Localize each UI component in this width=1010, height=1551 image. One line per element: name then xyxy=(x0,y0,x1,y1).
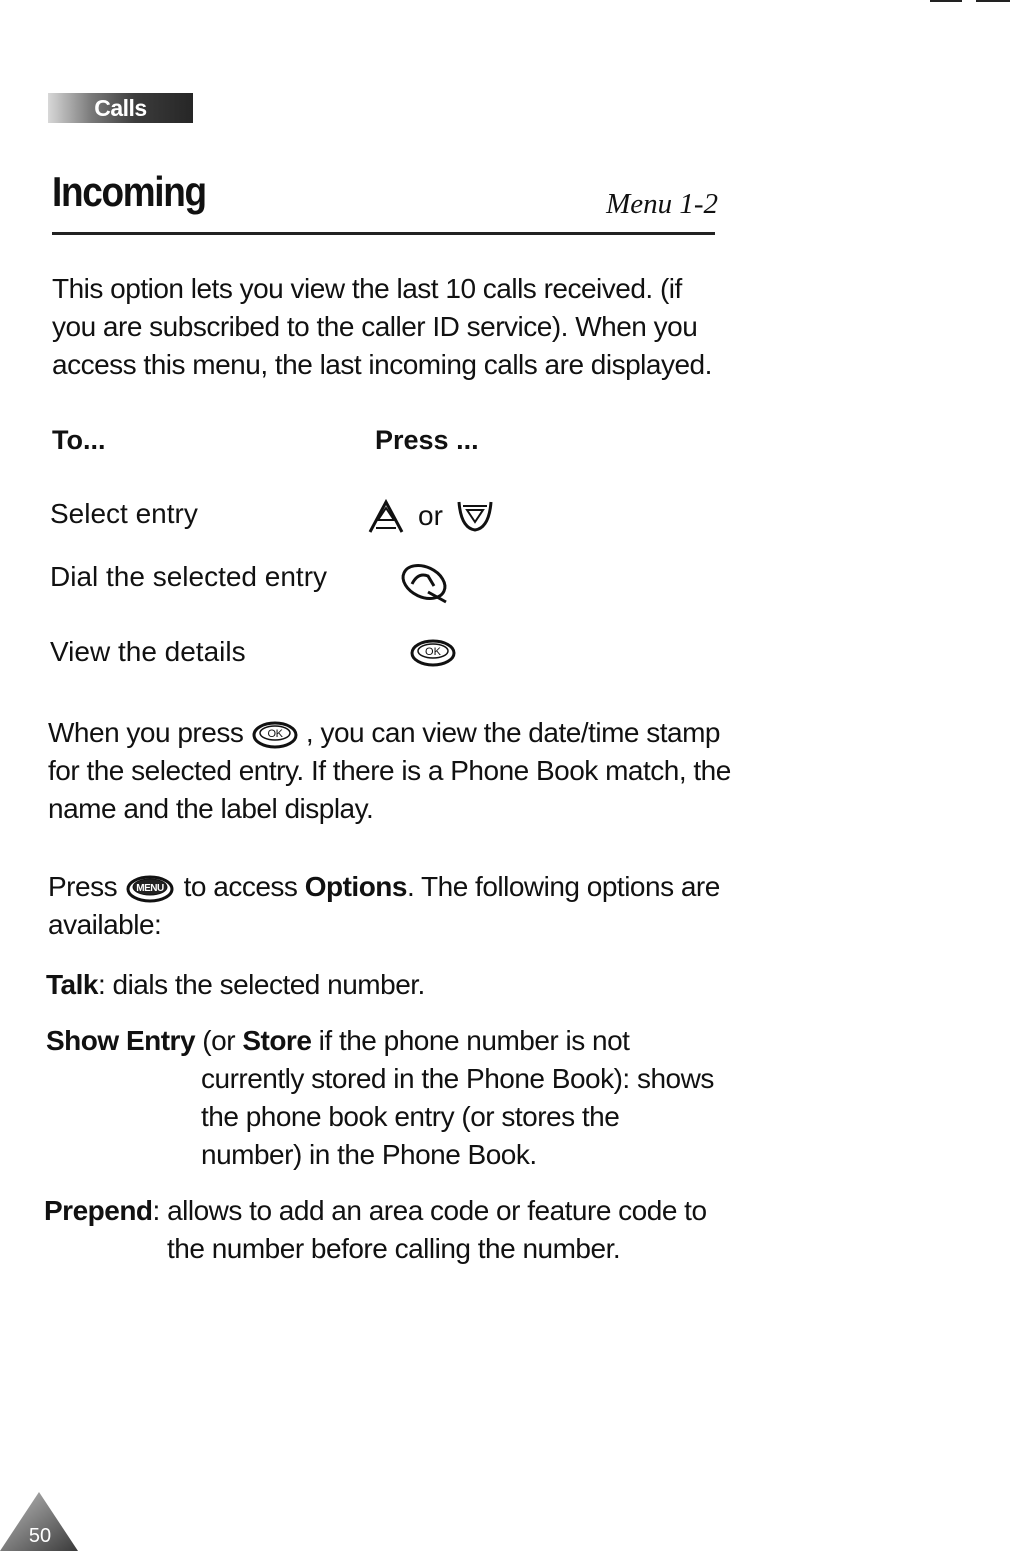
keys-dial-entry xyxy=(398,562,454,604)
press-menu-paragraph xyxy=(48,868,738,944)
title-rule xyxy=(52,232,715,235)
option-talk-label: Talk xyxy=(46,969,98,1000)
ok-key-icon xyxy=(251,720,299,750)
option-show-entry-mid2: if the phone number is not xyxy=(318,1025,630,1056)
menu-number: Menu 1-2 xyxy=(606,188,718,220)
send-key-icon xyxy=(398,562,454,604)
row-label-dial-entry: Dial the selected entry xyxy=(50,561,328,592)
column-header-to: To... xyxy=(52,425,106,455)
press-ok-paragraph xyxy=(48,714,738,828)
para1-after: , you can view the date/time stamp for the selected entry. If there is a Phone Book match, the name and the label display. xyxy=(48,717,731,824)
option-talk xyxy=(46,966,425,1004)
or-text: or xyxy=(418,500,443,531)
menu-key-icon xyxy=(124,873,176,905)
option-show-entry-mid1: (or xyxy=(202,1025,236,1056)
ok-key-label: OK xyxy=(425,646,441,658)
menu-key-label: MENU xyxy=(136,882,165,894)
down-arrow-key-icon xyxy=(455,498,495,534)
row-label-select-entry: Select entry xyxy=(50,498,198,529)
option-prepend-continued: the number before calling the number. xyxy=(167,1233,621,1264)
ok-key-label: OK xyxy=(267,727,283,740)
option-prepend-text: : allows to add an area code or feature code to xyxy=(152,1195,707,1226)
page-number-badge xyxy=(0,1490,78,1551)
keys-view-details xyxy=(409,638,457,668)
para2-middle: to access xyxy=(183,871,298,902)
option-prepend-label: Prepend xyxy=(44,1195,153,1226)
option-prepend xyxy=(44,1192,707,1230)
ok-key-icon xyxy=(409,638,457,668)
option-show-entry-description: currently stored in the Phone Book): shows the phone book entry (or stores the number) in the Phone Book. xyxy=(201,1063,714,1170)
option-store-label: Store xyxy=(242,1025,312,1056)
section-tab: Calls xyxy=(48,93,193,123)
option-show-entry xyxy=(46,1022,629,1060)
para1-before: When you press xyxy=(48,717,244,748)
para2-after: . The following options are available: xyxy=(48,871,720,940)
option-talk-text: : dials the selected number. xyxy=(97,969,425,1000)
intro-paragraph: This option lets you view the last 10 calls received. (if you are subscribed to the caller ID service). When you access this menu, the last incoming calls are displayed. xyxy=(52,273,712,380)
column-header-press: Press ... xyxy=(375,425,479,455)
corner-crop-mark xyxy=(930,0,1010,3)
options-term: Options xyxy=(304,871,407,902)
page-number: 50 xyxy=(28,1525,52,1547)
option-show-entry-label: Show Entry xyxy=(46,1025,196,1056)
page-title: Incoming xyxy=(52,168,206,215)
up-arrow-key-icon xyxy=(366,498,406,534)
para2-before: Press xyxy=(48,871,118,902)
keys-select-entry xyxy=(366,498,495,534)
row-label-view-details: View the details xyxy=(50,636,246,667)
